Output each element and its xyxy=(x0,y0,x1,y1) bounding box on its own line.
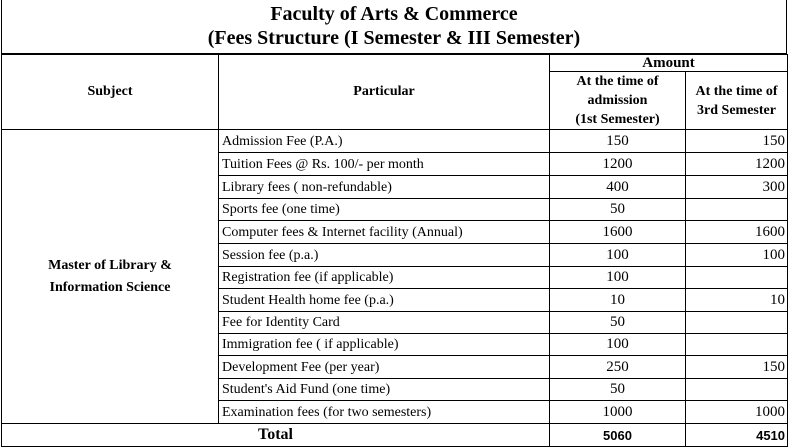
first-semester-header-line2: admission xyxy=(587,93,648,108)
particular-cell: Computer fees & Internet facility (Annual) xyxy=(219,221,550,244)
first-semester-amount: 1000 xyxy=(550,401,686,424)
third-semester-amount xyxy=(686,379,788,401)
particular-cell: Immigration fee ( if applicable) xyxy=(219,334,550,356)
third-semester-amount xyxy=(686,267,788,289)
third-semester-amount: 150 xyxy=(686,356,788,379)
third-semester-amount: 100 xyxy=(686,244,788,267)
particular-header: Particular xyxy=(219,55,550,130)
amount-header: Amount xyxy=(550,55,788,72)
fees-structure-subtitle: (Fees Structure (I Semester & III Semester) xyxy=(207,27,581,49)
first-semester-amount: 100 xyxy=(550,267,686,289)
total-label: Total xyxy=(2,424,550,447)
subject-cell xyxy=(2,130,219,424)
first-semester-amount: 1600 xyxy=(550,221,686,244)
subject-header: Subject xyxy=(2,55,219,130)
particular-cell: Registration fee (if applicable) xyxy=(219,267,550,289)
subject-line2: Information Science xyxy=(49,279,171,295)
total-third-semester: 4510 xyxy=(686,424,788,447)
third-semester-amount: 1200 xyxy=(686,153,788,176)
particular-cell: Library fees ( non-refundable) xyxy=(219,176,550,199)
table-row xyxy=(2,130,788,153)
first-semester-header-line1: At the time of xyxy=(576,74,659,89)
first-semester-amount: 100 xyxy=(550,244,686,267)
particular-cell: Student's Aid Fund (one time) xyxy=(219,379,550,401)
third-semester-amount: 300 xyxy=(686,176,788,199)
particular-cell: Admission Fee (P.A.) xyxy=(219,130,550,153)
third-semester-amount: 10 xyxy=(686,289,788,312)
third-semester-header xyxy=(686,72,788,130)
faculty-title: Faculty of Arts & Commerce xyxy=(270,3,518,25)
third-semester-amount xyxy=(686,199,788,221)
third-semester-amount xyxy=(686,312,788,334)
particular-cell: Examination fees (for two semesters) xyxy=(219,401,550,424)
third-semester-amount: 150 xyxy=(686,130,788,153)
first-semester-amount: 1200 xyxy=(550,153,686,176)
first-semester-amount: 250 xyxy=(550,356,686,379)
particular-cell: Development Fee (per year) xyxy=(219,356,550,379)
third-semester-amount: 1000 xyxy=(686,401,788,424)
first-semester-header-line3: (1st Semester) xyxy=(575,112,660,127)
subject-line1: Master of Library & xyxy=(48,257,172,273)
total-row xyxy=(2,424,788,447)
particular-cell: Session fee (p.a.) xyxy=(219,244,550,267)
first-semester-amount: 100 xyxy=(550,334,686,356)
particular-cell: Sports fee (one time) xyxy=(219,199,550,221)
first-semester-header xyxy=(550,72,686,130)
fees-table xyxy=(1,54,788,447)
third-semester-header-line1: At the time of xyxy=(695,83,778,99)
particular-cell: Student Health home fee (p.a.) xyxy=(219,289,550,312)
third-semester-header-line2: 3rd Semester xyxy=(697,102,776,118)
total-first-semester: 5060 xyxy=(550,424,686,447)
first-semester-amount: 50 xyxy=(550,379,686,401)
first-semester-amount: 50 xyxy=(550,312,686,334)
document-heading xyxy=(1,0,787,54)
particular-cell: Tuition Fees @ Rs. 100/- per month xyxy=(219,153,550,176)
first-semester-amount: 10 xyxy=(550,289,686,312)
third-semester-amount: 1600 xyxy=(686,221,788,244)
third-semester-amount xyxy=(686,334,788,356)
first-semester-amount: 150 xyxy=(550,130,686,153)
first-semester-amount: 50 xyxy=(550,199,686,221)
first-semester-amount: 400 xyxy=(550,176,686,199)
particular-cell: Fee for Identity Card xyxy=(219,312,550,334)
